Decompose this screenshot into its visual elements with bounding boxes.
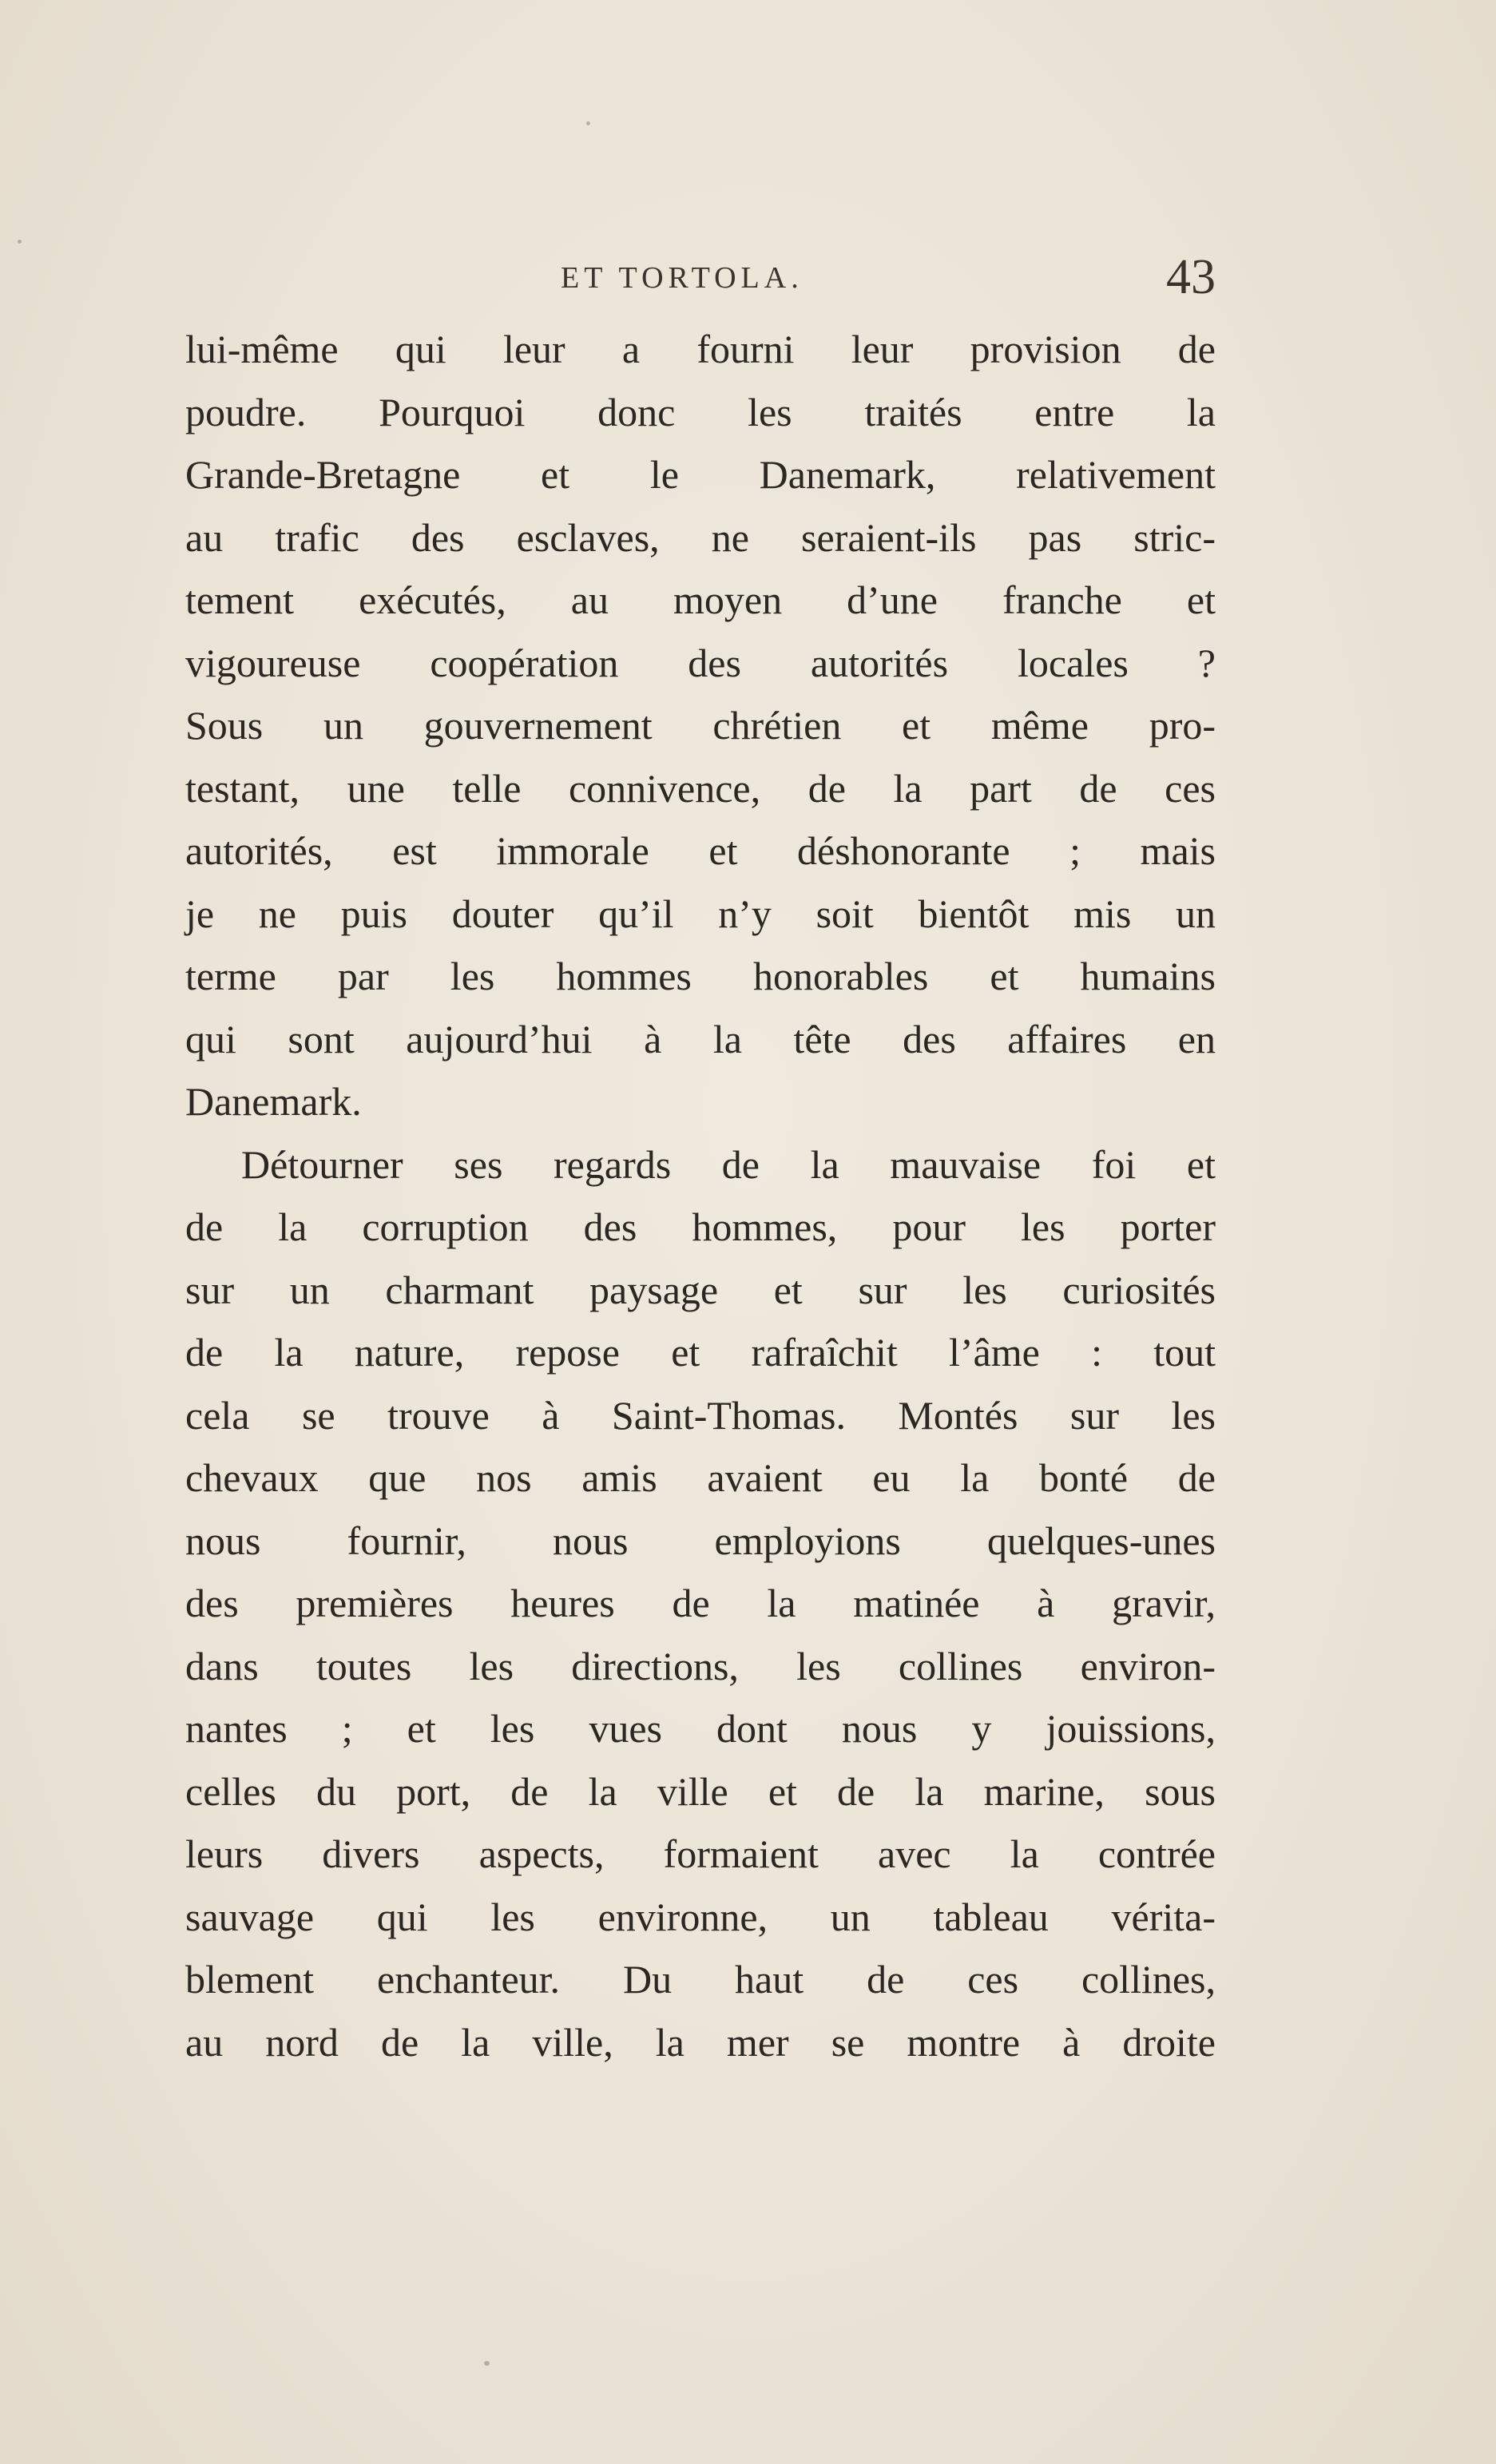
text-line: de la nature, repose et rafraîchit l’âme : tout (185, 1330, 1216, 1375)
text-line: vigoureuse coopération des autorités locales ? (185, 640, 1216, 685)
body-text (185, 318, 1216, 2073)
text-line: tement exécutés, au moyen d’une franche et (185, 577, 1216, 622)
running-title: ET TORTOLA. (561, 261, 804, 295)
running-head (185, 249, 1216, 304)
text-line: terme par les hommes honorables et humains (185, 954, 1216, 998)
paper-speck (18, 240, 22, 244)
text-line: sauvage qui les environne, un tableau vérita- (185, 1894, 1216, 1939)
paper-speck (586, 121, 590, 125)
paragraph-end-line: Danemark. (185, 1079, 362, 1124)
text-line: de la corruption des hommes, pour les porter (185, 1204, 1216, 1249)
text-line: nantes ; et les vues dont nous y jouissions, (185, 1706, 1216, 1751)
text-line: au trafic des esclaves, ne seraient-ils pas stric- (185, 514, 1216, 560)
text-line: des premières heures de la matinée à gravir, (185, 1581, 1216, 1625)
text-line: je ne puis douter qu’il n’y soit bientôt mis un (185, 891, 1216, 936)
text-line: autorités, est immorale et déshonorante ; mais (185, 828, 1216, 873)
text-line: nous fournir, nous employions quelques-unes (185, 1518, 1216, 1563)
text-line: au nord de la ville, la mer se montre à droite (185, 2019, 1216, 2065)
text-line: chevaux que nos amis avaient eu la bonté de (185, 1455, 1216, 1500)
text-line: blement enchanteur. Du haut de ces collines, (185, 1957, 1216, 2002)
text-line: Sous un gouvernement chrétien et même pro- (185, 703, 1216, 748)
text-line: leurs divers aspects, formaient avec la contrée (185, 1831, 1216, 1876)
text-line: cela se trouve à Saint-Thomas. Montés sur les (185, 1392, 1216, 1438)
text-line: testant, une telle connivence, de la part de ces (185, 765, 1216, 811)
text-line: dans toutes les directions, les collines environ- (185, 1643, 1216, 1688)
paragraph-first-line: Détourner ses regards de la mauvaise foi et (241, 1141, 1216, 1187)
page-number: 43 (1166, 250, 1216, 304)
text-line: poudre. Pourquoi donc les traités entre la (185, 389, 1216, 434)
text-line: celles du port, de la ville et de la marine, sous (185, 1768, 1216, 1814)
text-line: Grande-Bretagne et le Danemark, relativement (185, 452, 1216, 497)
text-line: sur un charmant paysage et sur les curiosités (185, 1267, 1216, 1312)
text-line: qui sont aujourd’hui à la tête des affaires en (185, 1016, 1216, 1061)
text-line: lui-même qui leur a fourni leur provision de (185, 327, 1216, 371)
paper-speck (484, 2361, 490, 2366)
